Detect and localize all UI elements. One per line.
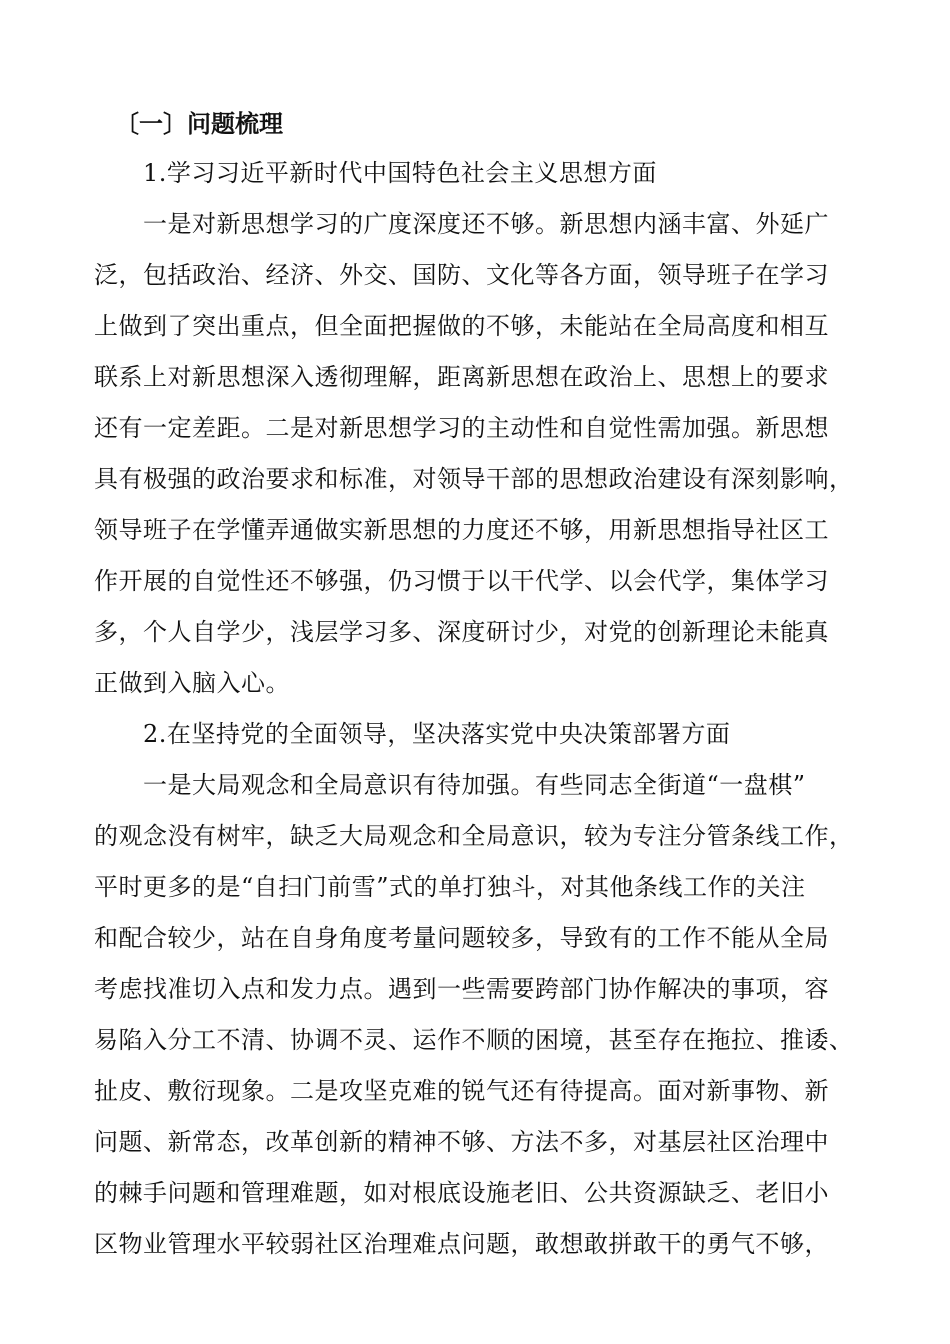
paragraph-line: 区物业管理水平较弱社区治理难点问题，敢想敢拼敢干的勇气不够， [94,1230,829,1258]
paragraph-line: 泛，包括政治、经济、外交、国防、文化等各方面，领导班子在学习 [94,261,829,289]
subsection-title-1: 1.学习习近平新时代中国特色社会主义思想方面 [143,159,657,187]
paragraph-line: 的棘手问题和管理难题，如对根底设施老旧、公共资源缺乏、老旧小 [94,1179,829,1207]
paragraph-line: 扯皮、敷衍现象。二是攻坚克难的锐气还有待提高。面对新事物、新 [94,1077,829,1105]
paragraph-line: 平时更多的是“自扫门前雪”式的单打独斗，对其他条线工作的关注 [94,873,806,901]
paragraph-line: 的观念没有树牢，缺乏大局观念和全局意识，较为专注分管条线工作， [94,822,854,850]
paragraph-line: 考虑找准切入点和发力点。遇到一些需要跨部门协作解决的事项，容 [94,975,829,1003]
paragraph-line: 作开展的自觉性还不够强，仍习惯于以干代学、以会代学，集体学习 [94,567,829,595]
section-heading: 〔一〕问题梳理 [115,110,283,138]
paragraph-line: 易陷入分工不清、协调不灵、运作不顺的困境，甚至存在拖拉、推诿、 [94,1026,854,1054]
paragraph-line: 联系上对新思想深入透彻理解，距离新思想在政治上、思想上的要求 [94,363,829,391]
subsection-title-2: 2.在坚持党的全面领导，坚决落实党中央决策部署方面 [143,720,731,748]
paragraph-line: 领导班子在学懂弄通做实新思想的力度还不够，用新思想指导社区工 [94,516,829,544]
paragraph-line: 一是对新思想学习的广度深度还不够。新思想内涵丰富、外延广 [143,210,829,238]
paragraph-line: 正做到入脑入心。 [94,669,290,697]
paragraph-line: 还有一定差距。二是对新思想学习的主动性和自觉性需加强。新思想 [94,414,829,442]
paragraph-line: 上做到了突出重点，但全面把握做的不够，未能站在全局高度和相互 [94,312,829,340]
paragraph-line: 问题、新常态，改革创新的精神不够、方法不多，对基层社区治理中 [94,1128,829,1156]
paragraph-line: 一是大局观念和全局意识有待加强。有些同志全街道“一盘棋” [143,771,806,799]
paragraph-line: 多，个人自学少，浅层学习多、深度研讨少，对党的创新理论未能真 [94,618,829,646]
paragraph-line: 和配合较少，站在自身角度考量问题较多，导致有的工作不能从全局 [94,924,829,952]
paragraph-line: 具有极强的政治要求和标准，对领导干部的思想政治建设有深刻影响， [94,465,854,493]
